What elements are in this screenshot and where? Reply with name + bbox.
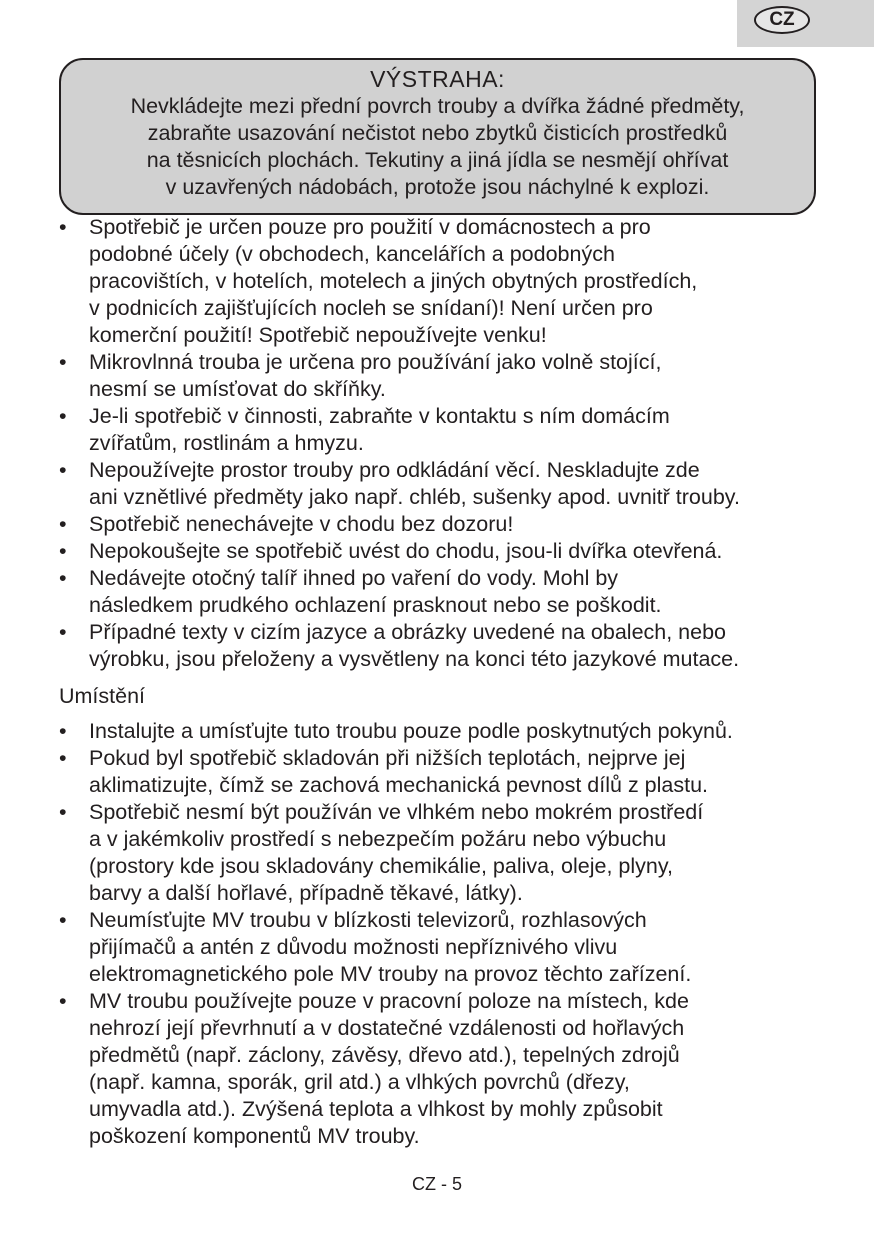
list-item-line: Mikrovlnná trouba je určena pro používání jako volně stojící, (89, 350, 662, 374)
warning-line: na těsnicích plochách. Tekutiny a jiná jídla se nesmějí ohřívat (146, 148, 729, 172)
bullet-marker: • (59, 566, 67, 590)
list-item-line: v podnicích zajišťujících nocleh se snídaní)! Není určen pro (89, 296, 653, 320)
list-item-line: podobné účely (v obchodech, kancelářích a podobných (89, 242, 615, 266)
list-item-line: nesmí se umísťovat do skříňky. (89, 377, 386, 401)
bullet-marker: • (59, 215, 67, 239)
main-content (59, 214, 819, 1150)
bullet-marker: • (59, 512, 67, 536)
list-item (59, 988, 819, 1150)
list-item-line: komerční použití! Spotřebič nepoužívejte venku! (89, 323, 547, 347)
list-item (59, 511, 819, 538)
warning-line: Nevkládejte mezi přední povrch trouby a dvířka žádné předměty, (130, 94, 745, 118)
list-item-line: Případné texty v cizím jazyce a obrázky uvedené na obalech, nebo (89, 620, 727, 644)
list-item (59, 799, 819, 907)
bullet-marker: • (59, 989, 67, 1013)
page-number: CZ - 5 (411, 1174, 462, 1194)
list-item (59, 403, 819, 457)
list-item-line: Spotřebič nenechávejte v chodu bez dozoru! (89, 512, 514, 536)
list-item-line: elektromagnetického pole MV trouby na provoz těchto zařízení. (89, 962, 692, 986)
list-item-line: umyvadla atd.). Zvýšená teplota a vlhkost by mohly způsobit (89, 1097, 663, 1121)
bullet-marker: • (59, 746, 67, 770)
list-item (59, 718, 819, 745)
bullet-marker: • (59, 719, 67, 743)
list-item-line: nehrozí její převrhnutí a v dostatečné vzdálenosti od hořlavých (89, 1016, 685, 1040)
bullet-marker: • (59, 404, 67, 428)
warning-title: VÝSTRAHA: (370, 66, 505, 92)
list-item-line: Je-li spotřebič v činnosti, zabraňte v kontaktu s ním domácím (89, 404, 670, 428)
list-item-line: barvy a další hořlavé, případně těkavé, látky). (89, 881, 523, 905)
warning-box (59, 58, 816, 215)
list-item-line: pracovištích, v hotelích, motelech a jiných obytných prostředích, (89, 269, 698, 293)
list-item-line: Nedávejte otočný talíř ihned po vaření do vody. Mohl by (89, 566, 619, 590)
list-item (59, 538, 819, 565)
list-item-line: přijímačů a antén z důvodu možnosti nepříznivého vlivu (89, 935, 618, 959)
bullet-marker: • (59, 800, 67, 824)
bullet-marker: • (59, 620, 67, 644)
warning-line: zabraňte usazování nečistot nebo zbytků čisticích prostředků (147, 121, 728, 145)
list-item-line: zvířatům, rostlinám a hmyzu. (89, 431, 364, 455)
bullet-marker: • (59, 350, 67, 374)
list-item-line: (prostory kde jsou skladovány chemikálie, paliva, oleje, plyny, (89, 854, 673, 878)
list-item (59, 565, 819, 619)
list-item-line: Instalujte a umísťujte tuto troubu pouze podle poskytnutých pokynů. (89, 719, 733, 743)
placement-bullet-list (59, 718, 819, 1150)
section-heading-placement: Umístění (59, 684, 146, 708)
list-item-line: ani vznětlivé předměty jako např. chléb, sušenky apod. uvnitř trouby. (89, 485, 740, 509)
list-item-line: Spotřebič nesmí být používán ve vlhkém nebo mokrém prostředí (89, 800, 704, 824)
list-item (59, 214, 819, 349)
list-item (59, 349, 819, 403)
safety-bullet-list (59, 214, 819, 673)
list-item-line: poškození komponentů MV trouby. (89, 1124, 420, 1148)
list-item-line: výrobku, jsou přeloženy a vysvětleny na konci této jazykové mutace. (89, 647, 740, 671)
list-item-line: a v jakémkoliv prostředí s nebezpečím požáru nebo výbuchu (89, 827, 667, 851)
list-item-line: (např. kamna, sporák, gril atd.) a vlhkých povrchů (dřezy, (89, 1070, 630, 1094)
list-item-line: Pokud byl spotřebič skladován při nižších teplotách, nejprve jej (89, 746, 686, 770)
list-item (59, 745, 819, 799)
list-item-line: Spotřebič je určen pouze pro použití v domácnostech a pro (89, 215, 651, 239)
list-item (59, 457, 819, 511)
bullet-marker: • (59, 458, 67, 482)
language-badge: CZ (754, 6, 810, 34)
list-item-line: MV troubu používejte pouze v pracovní poloze na místech, kde (89, 989, 689, 1013)
list-item-line: aklimatizujte, čímž se zachová mechanická pevnost dílů z plastu. (89, 773, 709, 797)
bullet-marker: • (59, 908, 67, 932)
warning-line: v uzavřených nádobách, protože jsou náchylné k explozi. (165, 175, 710, 199)
list-item-line: Nepokoušejte se spotřebič uvést do chodu, jsou-li dvířka otevřená. (89, 539, 723, 563)
list-item-line: předmětů (např. záclony, závěsy, dřevo atd.), tepelných zdrojů (89, 1043, 680, 1067)
list-item-line: Neumísťujte MV troubu v blízkosti televizorů, rozhlasových (89, 908, 647, 932)
bullet-marker: • (59, 539, 67, 563)
list-item-line: Nepoužívejte prostor trouby pro odkládání věcí. Neskladujte zde (89, 458, 700, 482)
list-item (59, 619, 819, 673)
list-item-line: následkem prudkého ochlazení prasknout nebo se poškodit. (89, 593, 662, 617)
list-item (59, 907, 819, 988)
language-tab (737, 0, 874, 47)
